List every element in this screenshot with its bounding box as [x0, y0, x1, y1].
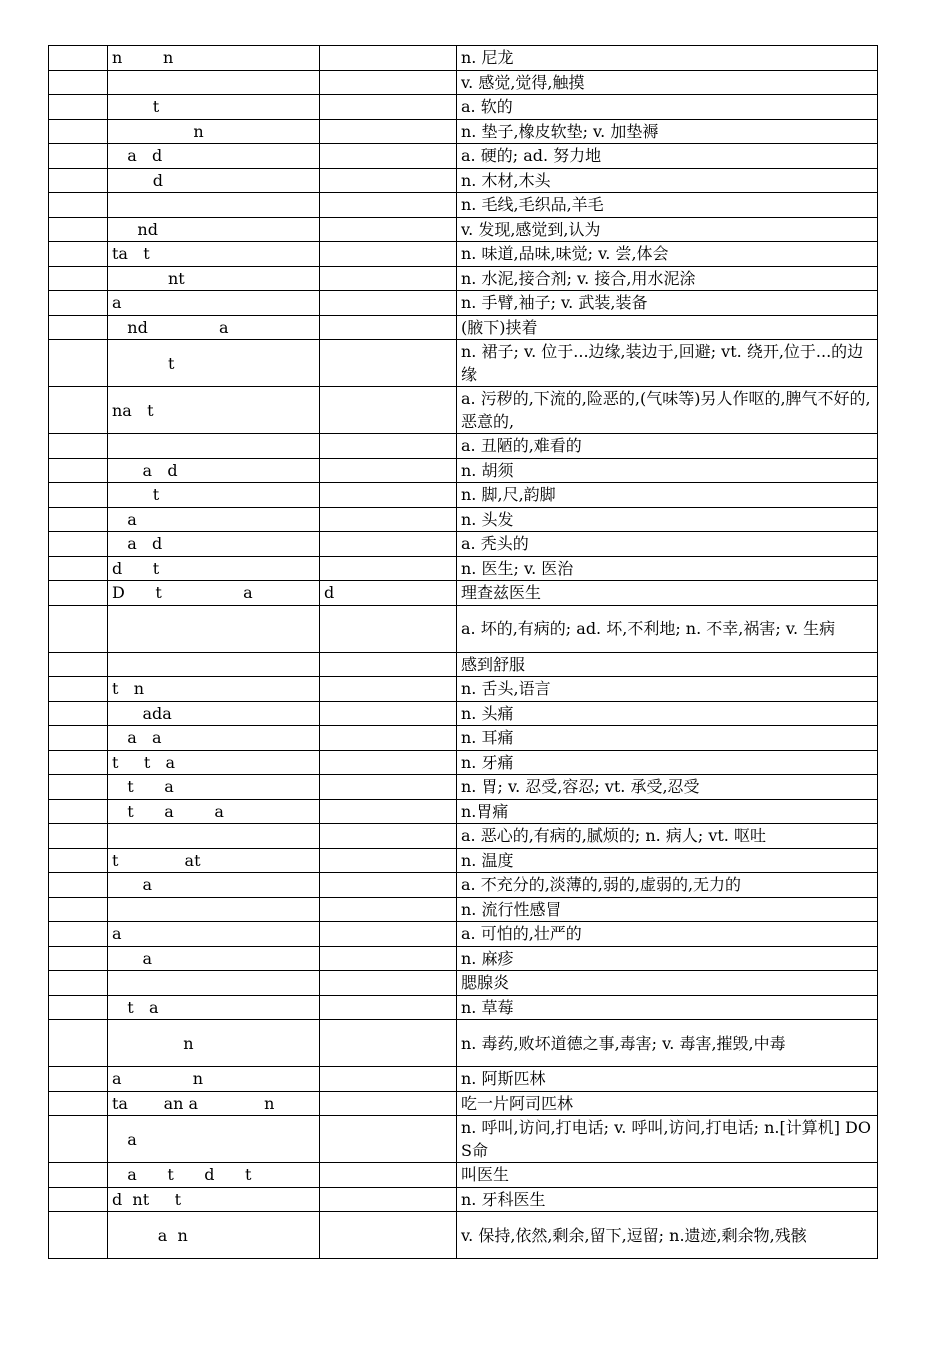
definition-cell: n. 胡须	[457, 458, 878, 483]
definition-cell: n. 裙子; v. 位于...边缘,装边于,回避; vt. 绕开,位于...的边缘	[457, 340, 878, 387]
index-cell	[49, 95, 108, 120]
table-row	[49, 799, 878, 824]
word-cell	[108, 897, 320, 922]
table-row	[49, 458, 878, 483]
word-cell: a	[108, 946, 320, 971]
index-cell	[49, 193, 108, 218]
definition-cell: n. 阿斯匹林	[457, 1067, 878, 1092]
index-cell	[49, 119, 108, 144]
note-cell	[320, 701, 457, 726]
table-row	[49, 434, 878, 459]
index-cell	[49, 1187, 108, 1212]
index-cell	[49, 726, 108, 751]
definition-cell: a. 丑陋的,难看的	[457, 434, 878, 459]
table-row	[49, 168, 878, 193]
table-row	[49, 677, 878, 702]
word-cell: a	[108, 507, 320, 532]
definition-cell: n. 尼龙	[457, 46, 878, 71]
note-cell	[320, 266, 457, 291]
note-cell	[320, 556, 457, 581]
word-cell: d nt t	[108, 1187, 320, 1212]
table-row	[49, 1067, 878, 1092]
note-cell	[320, 46, 457, 71]
note-cell	[320, 217, 457, 242]
definition-cell: n. 草莓	[457, 995, 878, 1020]
definition-cell: (腋下)挟着	[457, 315, 878, 340]
note-cell	[320, 483, 457, 508]
note-cell	[320, 340, 457, 387]
note-cell	[320, 95, 457, 120]
note-cell	[320, 799, 457, 824]
definition-cell: n. 牙痛	[457, 750, 878, 775]
note-cell	[320, 897, 457, 922]
table-row	[49, 507, 878, 532]
word-cell	[108, 824, 320, 849]
table-row	[49, 652, 878, 677]
definition-cell: n. 脚,尺,韵脚	[457, 483, 878, 508]
definition-cell: 吃一片阿司匹林	[457, 1091, 878, 1116]
definition-cell: n. 毒药,败坏道德之事,毒害; v. 毒害,摧毁,中毒	[457, 1020, 878, 1067]
word-cell: n	[108, 119, 320, 144]
index-cell	[49, 168, 108, 193]
word-cell: a d	[108, 532, 320, 557]
word-cell: ta an a n	[108, 1091, 320, 1116]
note-cell	[320, 291, 457, 316]
table-row	[49, 46, 878, 71]
table-row	[49, 971, 878, 996]
index-cell	[49, 46, 108, 71]
word-cell	[108, 971, 320, 996]
note-cell	[320, 922, 457, 947]
word-cell: a n	[108, 1067, 320, 1092]
table-row	[49, 701, 878, 726]
definition-cell: n. 医生; v. 医治	[457, 556, 878, 581]
definition-cell: 腮腺炎	[457, 971, 878, 996]
table-row	[49, 242, 878, 267]
word-cell: na t	[108, 387, 320, 434]
note-cell	[320, 652, 457, 677]
note-cell	[320, 458, 457, 483]
index-cell	[49, 775, 108, 800]
index-cell	[49, 507, 108, 532]
word-cell: a	[108, 1116, 320, 1163]
word-cell: a	[108, 291, 320, 316]
word-cell: t t a	[108, 750, 320, 775]
table-row	[49, 581, 878, 606]
definition-cell: n.胃痛	[457, 799, 878, 824]
note-cell	[320, 605, 457, 652]
table-row	[49, 873, 878, 898]
note-cell	[320, 946, 457, 971]
note-cell	[320, 387, 457, 434]
definition-cell: a. 硬的; ad. 努力地	[457, 144, 878, 169]
index-cell	[49, 1067, 108, 1092]
table-row	[49, 483, 878, 508]
word-cell: d	[108, 168, 320, 193]
index-cell	[49, 701, 108, 726]
note-cell	[320, 873, 457, 898]
definition-cell: n. 温度	[457, 848, 878, 873]
index-cell	[49, 266, 108, 291]
table-row	[49, 95, 878, 120]
definition-cell: n. 手臂,袖子; v. 武装,装备	[457, 291, 878, 316]
word-cell: t a	[108, 995, 320, 1020]
definition-cell: a. 软的	[457, 95, 878, 120]
definition-cell: n. 水泥,接合剂; v. 接合,用水泥涂	[457, 266, 878, 291]
index-cell	[49, 848, 108, 873]
index-cell	[49, 1212, 108, 1259]
word-cell: nt	[108, 266, 320, 291]
table-row	[49, 775, 878, 800]
definition-cell: v. 保持,依然,剩余,留下,逗留; n.遗迹,剩余物,残骸	[457, 1212, 878, 1259]
table-row	[49, 946, 878, 971]
definition-cell: v. 发现,感觉到,认为	[457, 217, 878, 242]
table-row	[49, 824, 878, 849]
table-row	[49, 291, 878, 316]
index-cell	[49, 483, 108, 508]
definition-cell: n. 垫子,橡皮软垫; v. 加垫褥	[457, 119, 878, 144]
index-cell	[49, 340, 108, 387]
index-cell	[49, 70, 108, 95]
note-cell	[320, 119, 457, 144]
table-row	[49, 556, 878, 581]
definition-cell: n. 牙科医生	[457, 1187, 878, 1212]
note-cell	[320, 726, 457, 751]
table-row	[49, 217, 878, 242]
index-cell	[49, 242, 108, 267]
note-cell	[320, 995, 457, 1020]
index-cell	[49, 144, 108, 169]
index-cell	[49, 946, 108, 971]
word-cell: d t	[108, 556, 320, 581]
definition-cell: n. 头发	[457, 507, 878, 532]
definition-cell: 叫医生	[457, 1163, 878, 1188]
word-cell: a a	[108, 726, 320, 751]
index-cell	[49, 458, 108, 483]
note-cell	[320, 315, 457, 340]
index-cell	[49, 387, 108, 434]
note-cell	[320, 144, 457, 169]
word-cell: a	[108, 922, 320, 947]
vocabulary-rows	[49, 46, 878, 1259]
word-cell: t at	[108, 848, 320, 873]
definition-cell: n. 毛线,毛织品,羊毛	[457, 193, 878, 218]
note-cell	[320, 1187, 457, 1212]
table-row	[49, 315, 878, 340]
definition-cell: a. 可怕的,壮严的	[457, 922, 878, 947]
definition-cell: n. 流行性感冒	[457, 897, 878, 922]
index-cell	[49, 922, 108, 947]
word-cell: a t d t	[108, 1163, 320, 1188]
note-cell	[320, 532, 457, 557]
note-cell	[320, 1091, 457, 1116]
table-row	[49, 1187, 878, 1212]
note-cell	[320, 193, 457, 218]
word-cell	[108, 434, 320, 459]
index-cell	[49, 1020, 108, 1067]
note-cell	[320, 168, 457, 193]
word-cell	[108, 605, 320, 652]
definition-cell: n. 胃; v. 忍受,容忍; vt. 承受,忍受	[457, 775, 878, 800]
table-row	[49, 340, 878, 387]
index-cell	[49, 824, 108, 849]
word-cell: ada	[108, 701, 320, 726]
index-cell	[49, 652, 108, 677]
index-cell	[49, 873, 108, 898]
table-row	[49, 605, 878, 652]
index-cell	[49, 217, 108, 242]
note-cell	[320, 1116, 457, 1163]
index-cell	[49, 971, 108, 996]
table-row	[49, 1212, 878, 1259]
note-cell	[320, 750, 457, 775]
index-cell	[49, 1091, 108, 1116]
table-row	[49, 70, 878, 95]
index-cell	[49, 291, 108, 316]
index-cell	[49, 750, 108, 775]
word-cell: n	[108, 1020, 320, 1067]
note-cell	[320, 775, 457, 800]
word-cell: t	[108, 483, 320, 508]
note-cell	[320, 507, 457, 532]
index-cell	[49, 315, 108, 340]
index-cell	[49, 677, 108, 702]
note-cell	[320, 848, 457, 873]
note-cell	[320, 824, 457, 849]
definition-cell: a. 恶心的,有病的,腻烦的; n. 病人; vt. 呕吐	[457, 824, 878, 849]
index-cell	[49, 605, 108, 652]
word-cell: nd	[108, 217, 320, 242]
index-cell	[49, 556, 108, 581]
index-cell	[49, 434, 108, 459]
table-row	[49, 1091, 878, 1116]
note-cell	[320, 70, 457, 95]
index-cell	[49, 897, 108, 922]
word-cell	[108, 193, 320, 218]
definition-cell: 理查兹医生	[457, 581, 878, 606]
table-row	[49, 848, 878, 873]
table-row	[49, 1163, 878, 1188]
word-cell: ta t	[108, 242, 320, 267]
table-row	[49, 995, 878, 1020]
index-cell	[49, 1116, 108, 1163]
table-row	[49, 193, 878, 218]
note-cell	[320, 1212, 457, 1259]
table-row	[49, 897, 878, 922]
word-cell	[108, 652, 320, 677]
definition-cell: a. 污秽的,下流的,险恶的,(气味等)另人作呕的,脾气不好的,恶意的,	[457, 387, 878, 434]
word-cell: a d	[108, 144, 320, 169]
note-cell	[320, 434, 457, 459]
table-row	[49, 922, 878, 947]
note-cell	[320, 1067, 457, 1092]
word-cell: a d	[108, 458, 320, 483]
definition-cell: n. 麻疹	[457, 946, 878, 971]
index-cell	[49, 532, 108, 557]
definition-cell: a. 秃头的	[457, 532, 878, 557]
table-row	[49, 726, 878, 751]
definition-cell: n. 舌头,语言	[457, 677, 878, 702]
definition-cell: n. 呼叫,访问,打电话; v. 呼叫,访问,打电话; n.[计算机] DOS命	[457, 1116, 878, 1163]
word-cell: t	[108, 340, 320, 387]
table-row	[49, 1020, 878, 1067]
note-cell	[320, 1163, 457, 1188]
note-cell	[320, 1020, 457, 1067]
definition-cell: a. 坏的,有病的; ad. 坏,不利地; n. 不幸,祸害; v. 生病	[457, 605, 878, 652]
table-row	[49, 266, 878, 291]
table-row	[49, 387, 878, 434]
index-cell	[49, 799, 108, 824]
table-row	[49, 119, 878, 144]
definition-cell: n. 味道,品味,味觉; v. 尝,体会	[457, 242, 878, 267]
word-cell: D t a	[108, 581, 320, 606]
definition-cell: n. 头痛	[457, 701, 878, 726]
definition-cell: v. 感觉,觉得,触摸	[457, 70, 878, 95]
word-cell: t a a	[108, 799, 320, 824]
word-cell: a n	[108, 1212, 320, 1259]
definition-cell: n. 耳痛	[457, 726, 878, 751]
table-row	[49, 532, 878, 557]
word-cell: n n	[108, 46, 320, 71]
note-cell	[320, 971, 457, 996]
table-row	[49, 1116, 878, 1163]
word-cell: nd a	[108, 315, 320, 340]
word-cell	[108, 70, 320, 95]
definition-cell: 感到舒服	[457, 652, 878, 677]
word-cell: t n	[108, 677, 320, 702]
index-cell	[49, 995, 108, 1020]
index-cell	[49, 1163, 108, 1188]
word-cell: t a	[108, 775, 320, 800]
index-cell	[49, 581, 108, 606]
table-row	[49, 750, 878, 775]
note-cell: d	[320, 581, 457, 606]
note-cell	[320, 242, 457, 267]
word-cell: a	[108, 873, 320, 898]
note-cell	[320, 677, 457, 702]
word-cell: t	[108, 95, 320, 120]
vocabulary-table	[48, 45, 878, 1259]
definition-cell: n. 木材,木头	[457, 168, 878, 193]
table-row	[49, 144, 878, 169]
definition-cell: a. 不充分的,淡薄的,弱的,虚弱的,无力的	[457, 873, 878, 898]
